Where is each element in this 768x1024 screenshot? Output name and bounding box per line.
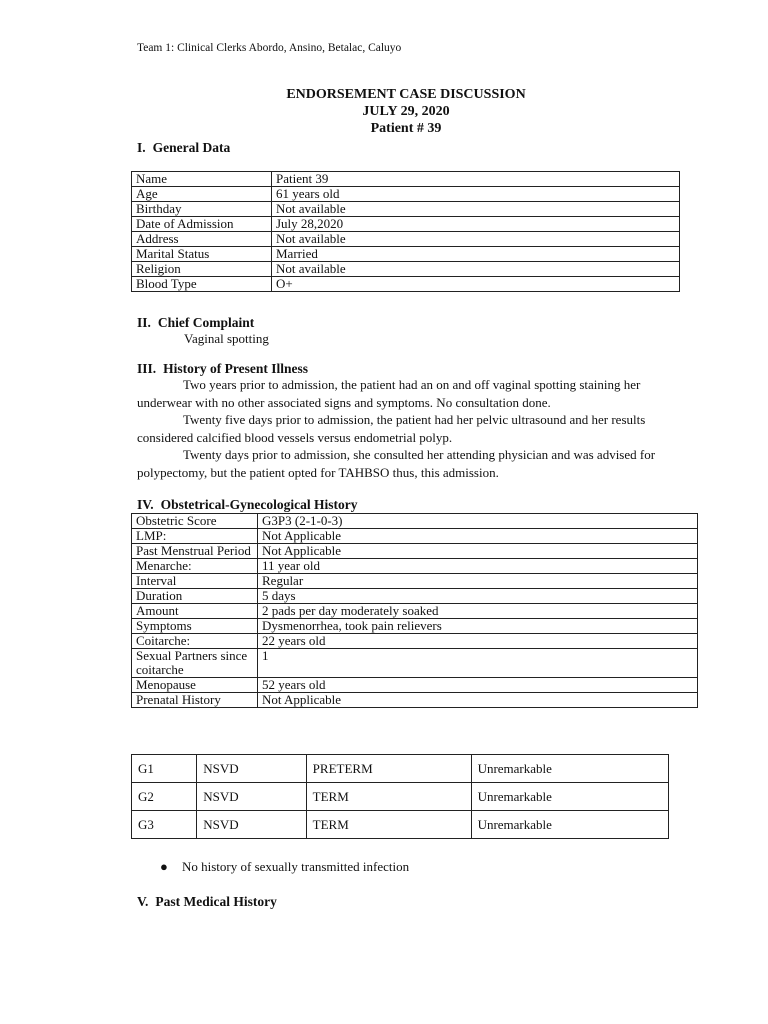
row-value: 1 [258, 649, 698, 678]
section-chief-complaint [137, 315, 254, 331]
row-label: Obstetric Score [132, 514, 258, 529]
row-label: Religion [132, 262, 272, 277]
document-titles [0, 86, 768, 137]
general-data-row [132, 217, 680, 232]
row-value: Not available [272, 262, 680, 277]
section-title: Obstetrical-Gynecological History [160, 497, 358, 512]
obstetric-cell: G1 [132, 755, 197, 783]
row-label: Symptoms [132, 619, 258, 634]
general-data-row [132, 202, 680, 217]
row-label: Duration [132, 589, 258, 604]
section-number: II. [137, 315, 151, 330]
obstetric-cell: Unremarkable [471, 755, 668, 783]
row-label: Date of Admission [132, 217, 272, 232]
general-data-row [132, 232, 680, 247]
obgyn-history-row [132, 514, 698, 529]
header-note: Team 1: Clinical Clerks Abordo, Ansino, Betalac, Caluyo [137, 42, 402, 54]
obstetric-row [132, 755, 669, 783]
row-label: Menarche: [132, 559, 258, 574]
hpi-paragraph: Two years prior to admission, the patient had an on and off vaginal spotting staining her underwear with no other associated signs and symptoms. No consultation done. [137, 377, 641, 410]
section-general-data [137, 140, 230, 156]
document-date: JULY 29, 2020 [362, 104, 450, 119]
row-value: Not Applicable [258, 529, 698, 544]
document-title: ENDORSEMENT CASE DISCUSSION [286, 87, 526, 102]
row-label: Age [132, 187, 272, 202]
section-obgyn-history [137, 497, 357, 513]
section-number: IV. [137, 497, 154, 512]
row-label: Address [132, 232, 272, 247]
chief-complaint-text: Vaginal spotting [184, 331, 269, 346]
row-label: Menopause [132, 678, 258, 693]
obstetric-cell: PRETERM [306, 755, 471, 783]
obstetric-row [132, 811, 669, 839]
row-value: Regular [258, 574, 698, 589]
row-label: Name [132, 172, 272, 187]
general-data-row [132, 247, 680, 262]
section-hpi [137, 361, 308, 377]
section-number: III. [137, 361, 157, 376]
obgyn-history-row [132, 574, 698, 589]
obgyn-history-row [132, 693, 698, 708]
bullet-symbol: ● [160, 859, 168, 874]
obgyn-history-row [132, 649, 698, 678]
row-label: LMP: [132, 529, 258, 544]
row-value: G3P3 (2-1-0-3) [258, 514, 698, 529]
hpi-paragraph: Twenty five days prior to admission, the patient had her pelvic ultrasound and her results considered calcified blood vessels versus endometrial polyp. [137, 412, 646, 445]
section-title: Past Medical History [155, 894, 277, 909]
general-data-row [132, 187, 680, 202]
obgyn-history-row [132, 604, 698, 619]
row-value: O+ [272, 277, 680, 292]
row-value: Not Applicable [258, 544, 698, 559]
row-label: Sexual Partners since coitarche [132, 649, 258, 678]
section-title: General Data [152, 140, 231, 155]
row-value: 11 year old [258, 559, 698, 574]
row-label: Birthday [132, 202, 272, 217]
row-label: Prenatal History [132, 693, 258, 708]
row-label: Marital Status [132, 247, 272, 262]
row-value: 22 years old [258, 634, 698, 649]
obgyn-history-row [132, 544, 698, 559]
obstetric-cell: TERM [306, 811, 471, 839]
row-value: 5 days [258, 589, 698, 604]
obstetric-row [132, 783, 669, 811]
row-value: Married [272, 247, 680, 262]
row-value: July 28,2020 [272, 217, 680, 232]
obstetric-history-table [131, 754, 669, 839]
obgyn-history-row [132, 529, 698, 544]
section-title: History of Present Illness [163, 361, 309, 376]
obstetric-cell: Unremarkable [471, 783, 668, 811]
row-label: Coitarche: [132, 634, 258, 649]
row-value: 52 years old [258, 678, 698, 693]
row-value: Patient 39 [272, 172, 680, 187]
row-label: Past Menstrual Period [132, 544, 258, 559]
row-value: Not Applicable [258, 693, 698, 708]
obstetric-cell: NSVD [197, 811, 306, 839]
row-value: Not available [272, 232, 680, 247]
general-data-row [132, 277, 680, 292]
obstetric-cell: Unremarkable [471, 811, 668, 839]
hpi-paragraph: Twenty days prior to admission, she consulted her attending physician and was advised for polypectomy, but the patient opted for TAHBSO thus, this admission. [137, 447, 656, 480]
row-value: 2 pads per day moderately soaked [258, 604, 698, 619]
row-value: Not available [272, 202, 680, 217]
general-data-row [132, 172, 680, 187]
section-number: I. [137, 140, 146, 155]
obgyn-history-row [132, 634, 698, 649]
row-label: Interval [132, 574, 258, 589]
obgyn-history-row [132, 589, 698, 604]
obgyn-history-row [132, 559, 698, 574]
obgyn-history-row [132, 619, 698, 634]
general-data-row [132, 262, 680, 277]
obstetric-cell: G2 [132, 783, 197, 811]
general-data-table [131, 171, 680, 292]
row-label: Amount [132, 604, 258, 619]
section-past-medical-history [137, 894, 277, 910]
obstetric-cell: TERM [306, 783, 471, 811]
obgyn-history-row [132, 678, 698, 693]
obstetric-cell: NSVD [197, 755, 306, 783]
bullet-item [160, 859, 409, 875]
section-title: Chief Complaint [157, 315, 255, 330]
row-value: Dysmenorrhea, took pain relievers [258, 619, 698, 634]
row-label: Blood Type [132, 277, 272, 292]
obstetric-cell: G3 [132, 811, 197, 839]
hpi-paragraphs [137, 376, 677, 481]
obgyn-history-table [131, 513, 698, 708]
row-value: 61 years old [272, 187, 680, 202]
obstetric-cell: NSVD [197, 783, 306, 811]
bullet-text: No history of sexually transmitted infection [182, 859, 410, 874]
section-number: V. [137, 894, 149, 909]
patient-heading: Patient # 39 [370, 121, 442, 136]
